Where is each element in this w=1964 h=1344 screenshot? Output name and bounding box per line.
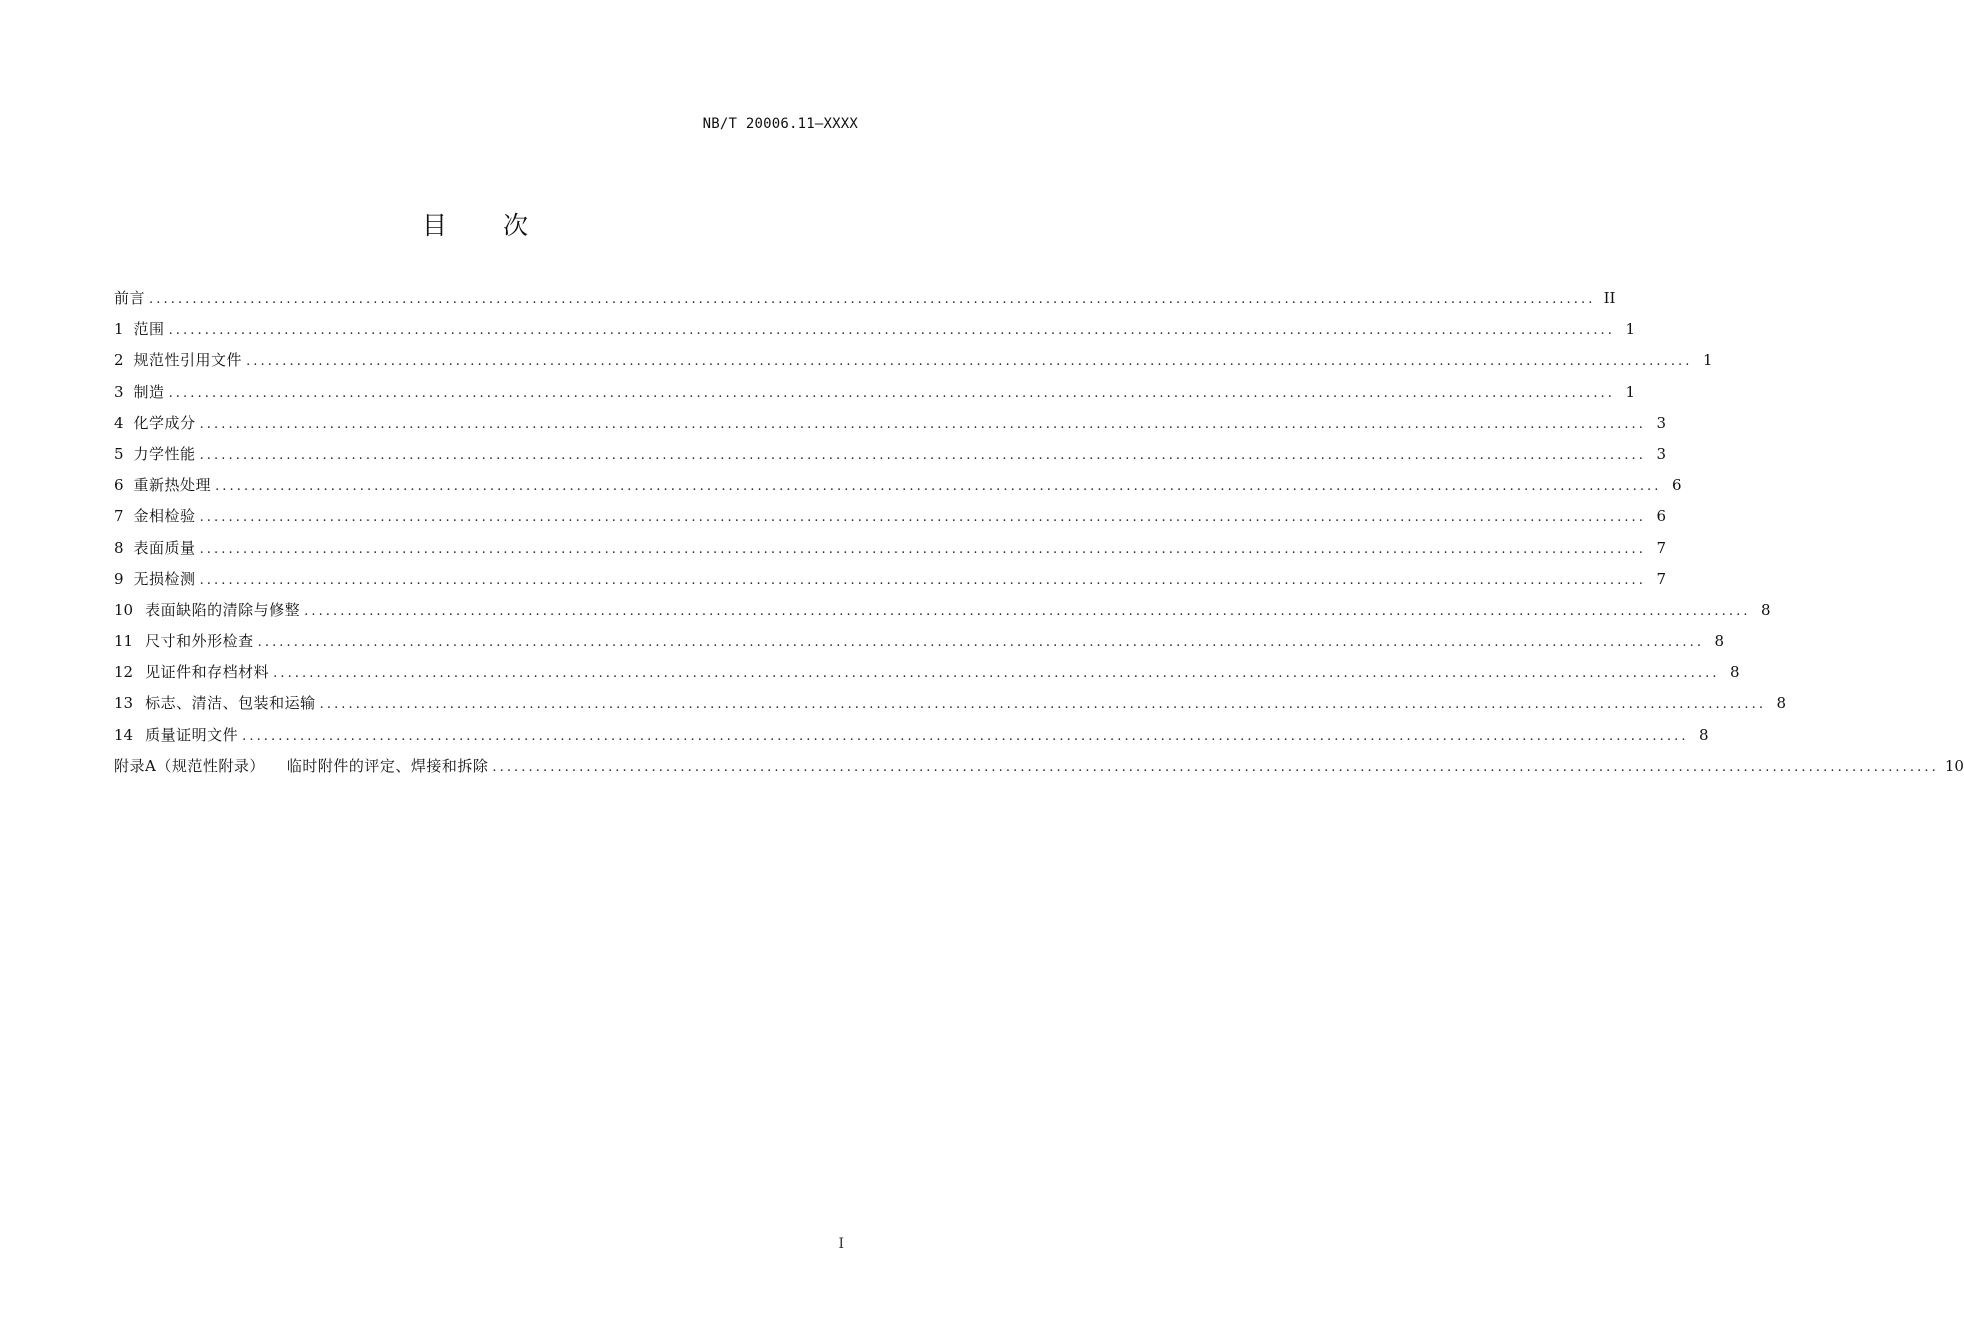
toc-entry-page: 6 bbox=[1671, 476, 1682, 495]
toc-entry-label: 见证件和存档材料 bbox=[145, 663, 270, 682]
toc-dot-leader: ........................................................................................................................................................................................................ bbox=[257, 635, 1705, 651]
toc-entry-label: 金相检验 bbox=[133, 507, 196, 526]
toc-dot-leader: ........................................................................................................................................................................................................ bbox=[215, 479, 1662, 495]
toc-entry-label: 表面质量 bbox=[133, 538, 196, 557]
toc-entry-page: 6 bbox=[1656, 507, 1667, 526]
toc-entry-page: 8 bbox=[1761, 600, 1771, 619]
toc-entry-10[interactable] bbox=[114, 595, 1771, 626]
toc-entry-number: 12 bbox=[114, 663, 134, 682]
toc-entry-number: 13 bbox=[114, 694, 134, 713]
toc-entry-page: 8 bbox=[1714, 632, 1725, 651]
toc-entry-number: 8 bbox=[114, 538, 124, 557]
toc-entry-5[interactable] bbox=[114, 439, 1667, 470]
toc-entry-page: 7 bbox=[1656, 538, 1667, 557]
toc-entry-number: 10 bbox=[114, 600, 134, 619]
toc-entry-number: 2 bbox=[114, 351, 124, 370]
toc-entry-page: 10 bbox=[1944, 756, 1964, 775]
toc-entry-page: 7 bbox=[1656, 569, 1667, 588]
toc-entry-14[interactable] bbox=[114, 720, 1709, 751]
toc-entry-label: 制造 bbox=[133, 382, 165, 401]
toc-entry-label: 标志、清洁、包装和运输 bbox=[145, 694, 316, 713]
toc-entry-sublabel: 临时附件的评定、焊接和拆除 bbox=[286, 756, 489, 775]
toc-entry-page: 8 bbox=[1730, 663, 1740, 682]
toc-entry-label: 规范性引用文件 bbox=[133, 351, 243, 370]
toc-entry-label: 化学成分 bbox=[133, 413, 196, 432]
toc-dot-leader: ........................................................................................................................................................................................................ bbox=[168, 385, 1616, 401]
toc-entry-page: 1 bbox=[1625, 382, 1636, 401]
toc-entry-12[interactable] bbox=[114, 657, 1740, 688]
toc-dot-leader: ........................................................................................................................................................................................................ bbox=[199, 510, 1647, 526]
toc-entry-label: 前言 bbox=[114, 289, 146, 307]
toc-dot-leader: ........................................................................................................................................................................................................ bbox=[319, 697, 1767, 713]
toc-dot-leader: ........................................................................................................................................................................................................ bbox=[199, 572, 1647, 588]
toc-entry-page: 8 bbox=[1699, 725, 1709, 744]
toc-entry-appendix-a[interactable] bbox=[114, 751, 1964, 782]
toc-entry-foreword[interactable] bbox=[114, 283, 1616, 314]
toc-entry-7[interactable] bbox=[114, 501, 1667, 532]
toc-entry-11[interactable] bbox=[114, 626, 1725, 657]
toc-entry-label: 力学性能 bbox=[133, 444, 196, 463]
toc-entry-page: 1 bbox=[1625, 320, 1636, 339]
toc-entry-page: 8 bbox=[1776, 694, 1787, 713]
toc-entry-number: 1 bbox=[114, 320, 124, 339]
toc-entry-label: 附录A（规范性附录） bbox=[114, 756, 265, 775]
toc-dot-leader: ........................................................................................................................................................................................................ bbox=[242, 728, 1689, 744]
toc-entry-page: II bbox=[1603, 289, 1616, 307]
toc-dot-leader: ........................................................................................................................................................................................................ bbox=[168, 323, 1616, 339]
toc-entry-label: 尺寸和外形检查 bbox=[145, 632, 254, 651]
toc-entry-page: 1 bbox=[1702, 351, 1713, 370]
toc-entry-number: 9 bbox=[114, 569, 124, 588]
toc-entry-number: 7 bbox=[114, 507, 124, 526]
table-of-contents bbox=[114, 283, 1964, 782]
toc-entry-1[interactable] bbox=[114, 314, 1636, 345]
document-code: NB/T 20006.11—XXXX bbox=[702, 116, 858, 132]
toc-entry-6[interactable] bbox=[114, 470, 1682, 501]
toc-dot-leader: ........................................................................................................................................................................................................ bbox=[273, 666, 1720, 682]
toc-entry-page: 3 bbox=[1656, 444, 1667, 463]
toc-entry-8[interactable] bbox=[114, 533, 1667, 564]
toc-entry-number: 4 bbox=[114, 413, 124, 432]
toc-entry-2[interactable] bbox=[114, 345, 1713, 376]
toc-entry-9[interactable] bbox=[114, 564, 1667, 595]
toc-entry-label: 无损检测 bbox=[133, 569, 196, 588]
toc-entry-4[interactable] bbox=[114, 408, 1667, 439]
toc-dot-leader: ........................................................................................................................................................................................................ bbox=[304, 603, 1751, 619]
toc-entry-number: 14 bbox=[114, 725, 134, 744]
toc-entry-number: 5 bbox=[114, 444, 124, 463]
toc-entry-13[interactable] bbox=[114, 688, 1787, 719]
toc-entry-page: 3 bbox=[1656, 413, 1667, 432]
toc-entry-label: 质量证明文件 bbox=[145, 725, 239, 744]
toc-dot-leader: ........................................................................................................................................................................................................ bbox=[246, 354, 1693, 370]
toc-dot-leader: ........................................................................................................................................................................................................ bbox=[199, 447, 1647, 463]
toc-entry-number: 3 bbox=[114, 382, 124, 401]
toc-dot-leader: ........................................................................................................................................................................................................ bbox=[149, 292, 1596, 307]
toc-dot-leader: ........................................................................................................................................................................................................ bbox=[492, 759, 1939, 775]
toc-entry-label: 表面缺陷的清除与修整 bbox=[145, 600, 301, 619]
toc-entry-3[interactable] bbox=[114, 377, 1636, 408]
toc-dot-leader: ........................................................................................................................................................................................................ bbox=[199, 416, 1647, 432]
toc-entry-number: 6 bbox=[114, 476, 124, 495]
toc-entry-label: 重新热处理 bbox=[133, 476, 212, 495]
toc-dot-leader: ........................................................................................................................................................................................................ bbox=[199, 541, 1647, 557]
page-number: I bbox=[838, 1236, 844, 1252]
toc-entry-label: 范围 bbox=[133, 320, 165, 339]
page-title: 目 次 bbox=[422, 211, 552, 240]
toc-entry-number: 11 bbox=[114, 632, 134, 651]
